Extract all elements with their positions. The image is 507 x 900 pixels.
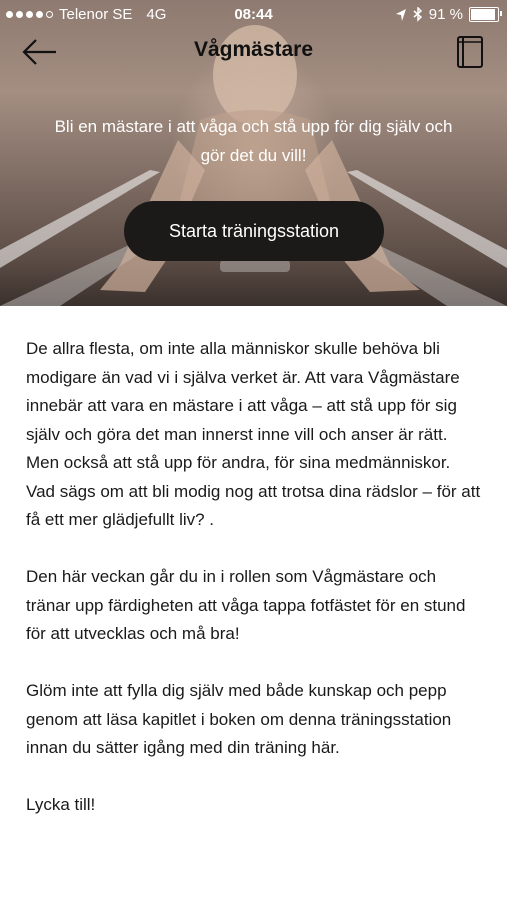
battery-percentage: 91 % [428, 6, 463, 23]
status-right [395, 6, 499, 23]
hero-banner [0, 0, 507, 306]
start-training-label: Starta träningsstation [168, 220, 340, 241]
description-content [26, 335, 481, 848]
battery-level [471, 9, 495, 20]
book-button[interactable] [455, 34, 485, 70]
carrier-label: Telenor SE [59, 6, 133, 23]
bluetooth-icon [413, 7, 423, 22]
book-icon [455, 34, 485, 70]
page-title: Vågmästare [193, 38, 314, 61]
battery-icon [469, 7, 499, 22]
paragraph: Lycka till! [26, 795, 96, 814]
location-icon [395, 8, 407, 22]
navigation-bar [0, 30, 507, 74]
paragraph: Den här veckan går du in i rollen som Vågmästare och tränar upp färdigheten att våga tappa fotfästet för en stund för att utvecklas och må bra! [26, 567, 466, 643]
paragraph: De allra flesta, om inte alla människor skulle behöva bli modigare än vad vi i själva verket är. Att vara Vågmästare innebär att vara en mästare i att våga – att stå upp för sig själv och göra det man innerst inne vill och anser är rätt. Men också att stå upp för andra, för sina medmänniskor. Vad sägs om att bli modig nog att trotsa dina rädslor – för att få ett mer glädjefullt liv? . [26, 339, 481, 529]
status-time: 08:44 [234, 6, 273, 23]
status-bar [0, 0, 507, 30]
network-label: 4G [146, 6, 167, 23]
start-training-button[interactable] [124, 201, 384, 261]
hero-tagline: Bli en mästare i att våga och stå upp för dig själv och gör det du vill! [54, 117, 453, 165]
paragraph: Glöm inte att fylla dig själv med både kunskap och pepp genom att läsa kapitlet i boken om denna träningsstation innan du sätter igång med din träning här. [26, 681, 452, 757]
